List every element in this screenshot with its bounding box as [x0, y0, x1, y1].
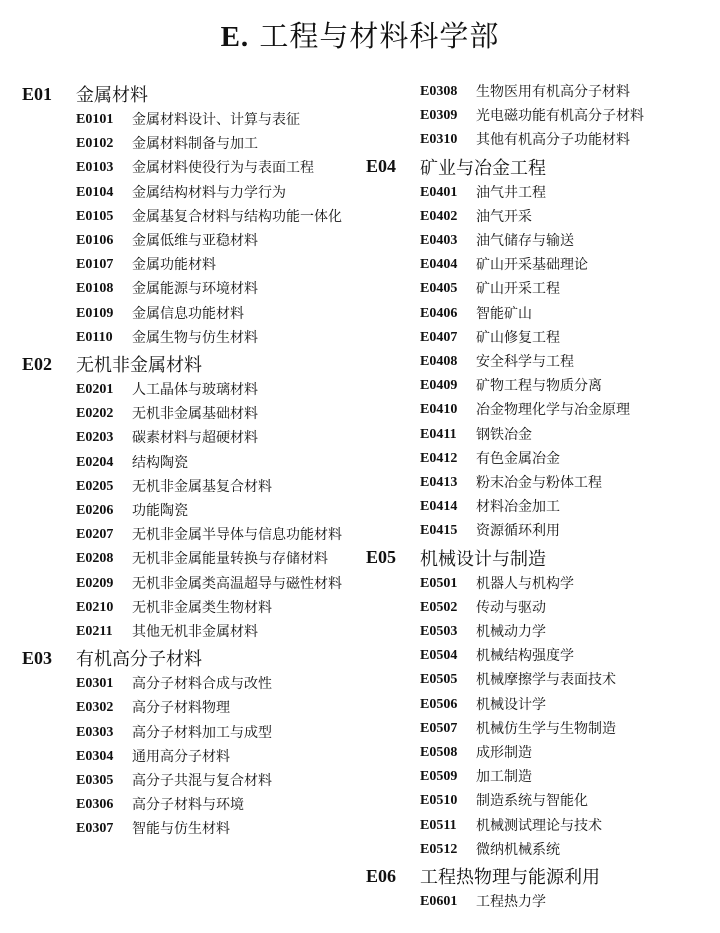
list-item	[22, 547, 352, 571]
entry-name: 无机非金属能量转换与存储材料	[132, 551, 328, 568]
entry-name: 金属生物与仿生材料	[132, 329, 258, 346]
entry-code: E0307	[76, 821, 114, 837]
section-heading	[366, 862, 706, 890]
list-item	[366, 890, 706, 914]
entry-name: 传动与驱动	[476, 599, 546, 616]
list-item	[22, 769, 352, 793]
entry-name: 其他无机非金属材料	[132, 624, 258, 641]
entry-name: 机器人与机构学	[476, 575, 574, 592]
right-column	[366, 80, 706, 914]
entry-code: E0512	[420, 841, 458, 857]
entry-code: E0501	[420, 575, 458, 591]
entry-code: E0211	[76, 624, 113, 640]
list-item	[366, 326, 706, 350]
entry-code: E0505	[420, 672, 458, 688]
entry-name: 钢铁冶金	[476, 426, 532, 443]
section-name: 矿业与冶金工程	[420, 157, 546, 179]
list-item	[22, 402, 352, 426]
entry-code: E0511	[420, 817, 457, 833]
list-item	[366, 471, 706, 495]
list-item	[366, 495, 706, 519]
entry-code: E0404	[420, 257, 458, 273]
list-item	[366, 572, 706, 596]
entry-name: 油气储存与输送	[476, 233, 574, 250]
entry-code: E0401	[420, 184, 458, 200]
entry-code: E0415	[420, 523, 458, 539]
section-code: E04	[366, 156, 397, 177]
entry-name: 机械动力学	[476, 624, 546, 641]
entry-code: E0306	[76, 797, 114, 813]
entry-code: E0503	[420, 624, 458, 640]
list-item	[22, 205, 352, 229]
list-item	[366, 741, 706, 765]
entry-name: 成形制造	[476, 745, 532, 762]
list-item	[366, 668, 706, 692]
list-item	[366, 104, 706, 128]
section-heading	[22, 644, 352, 672]
entry-name: 智能矿山	[476, 305, 532, 322]
list-item	[22, 426, 352, 450]
list-item	[366, 181, 706, 205]
entry-code: E0104	[76, 184, 114, 200]
list-item	[366, 229, 706, 253]
list-item	[366, 814, 706, 838]
entry-code: E0402	[420, 208, 458, 224]
entry-code: E0101	[76, 112, 114, 127]
entry-name: 工程热力学	[476, 894, 546, 911]
list-item	[366, 644, 706, 668]
entry-code: E0105	[76, 208, 114, 224]
entry-code: E0405	[420, 281, 458, 297]
entry-code: E0504	[420, 648, 458, 664]
list-item	[22, 817, 352, 841]
list-item	[22, 745, 352, 769]
entry-name: 金属信息功能材料	[132, 305, 244, 322]
entry-name: 矿物工程与物质分离	[476, 378, 602, 395]
entry-name: 智能与仿生材料	[132, 821, 230, 838]
list-item	[22, 451, 352, 475]
section-code: E02	[22, 353, 53, 374]
list-item	[22, 523, 352, 547]
entry-code: E0407	[420, 329, 458, 345]
list-item	[366, 277, 706, 301]
title-text: 工程与材料科学部	[259, 19, 500, 53]
entry-code: E0107	[76, 257, 114, 273]
entry-name: 金属功能材料	[132, 257, 216, 274]
entry-name: 结构陶瓷	[132, 454, 188, 471]
entry-name: 碳素材料与超硬材料	[132, 430, 258, 447]
entry-code: E0601	[420, 894, 458, 910]
entry-name: 金属材料设计、计算与表征	[132, 112, 300, 128]
entry-code: E0209	[76, 575, 114, 591]
list-item	[366, 302, 706, 326]
list-item	[366, 350, 706, 374]
entry-name: 高分子材料物理	[132, 700, 230, 717]
list-item	[22, 672, 352, 696]
entry-name: 生物医用有机高分子材料	[476, 84, 630, 100]
entry-name: 粉末冶金与粉体工程	[476, 475, 602, 492]
entry-name: 高分子材料与环境	[132, 797, 244, 814]
section-name: 无机非金属材料	[76, 355, 202, 377]
entry-name: 机械结构强度学	[476, 648, 574, 665]
list-item	[22, 378, 352, 402]
entry-name: 无机非金属半导体与信息功能材料	[132, 527, 342, 544]
entry-name: 金属低维与亚稳材料	[132, 233, 258, 250]
entry-name: 其他有机高分子功能材料	[476, 132, 630, 149]
entry-code: E0403	[420, 233, 458, 249]
entry-code: E0409	[420, 378, 458, 394]
entry-code: E0508	[420, 745, 458, 761]
entry-code: E0507	[420, 720, 458, 736]
entry-name: 冶金物理化学与冶金原理	[476, 402, 630, 419]
list-item	[22, 499, 352, 523]
list-item	[366, 128, 706, 152]
entry-code: E0406	[420, 305, 458, 321]
list-item	[22, 156, 352, 180]
entry-code: E0205	[76, 478, 114, 494]
entry-code: E0206	[76, 503, 114, 519]
entry-code: E0506	[420, 696, 458, 712]
entry-code: E0109	[76, 305, 114, 321]
entry-code: E0204	[76, 454, 114, 470]
list-item	[366, 765, 706, 789]
entry-name: 金属能源与环境材料	[132, 281, 258, 298]
list-item	[366, 620, 706, 644]
list-item	[366, 374, 706, 398]
page-title	[0, 14, 720, 55]
list-item	[22, 620, 352, 644]
list-item	[366, 80, 706, 104]
entry-code: E0510	[420, 793, 458, 809]
list-item	[366, 838, 706, 862]
entry-code: E0207	[76, 527, 114, 543]
entry-code: E0301	[76, 676, 114, 692]
entry-code: E0203	[76, 430, 114, 446]
entry-name: 加工制造	[476, 769, 532, 786]
entry-code: E0412	[420, 450, 458, 466]
list-item	[366, 596, 706, 620]
entry-name: 无机非金属类生物材料	[132, 599, 272, 616]
entry-name: 金属材料使役行为与表面工程	[132, 160, 314, 177]
entry-code: E0106	[76, 233, 114, 249]
entry-name: 无机非金属基复合材料	[132, 478, 272, 495]
list-item	[22, 229, 352, 253]
entry-name: 高分子材料合成与改性	[132, 676, 272, 693]
entry-name: 无机非金属基础材料	[132, 406, 258, 423]
entry-name: 机械设计学	[476, 696, 546, 713]
entry-code: E0509	[420, 769, 458, 785]
entry-name: 金属材料制备与加工	[132, 136, 258, 153]
entry-code: E0308	[420, 84, 458, 99]
entry-code: E0102	[76, 136, 114, 152]
entry-name: 机械测试理论与技术	[476, 817, 602, 834]
entry-name: 光电磁功能有机高分子材料	[476, 108, 644, 125]
list-item	[22, 277, 352, 301]
entry-code: E0208	[76, 551, 114, 567]
list-item	[366, 423, 706, 447]
section-code: E01	[22, 83, 53, 104]
entry-code: E0310	[420, 132, 458, 148]
entry-code: E0411	[420, 426, 457, 442]
list-item	[366, 717, 706, 741]
section-name: 工程热物理与能源利用	[420, 867, 600, 889]
entry-code: E0303	[76, 724, 114, 740]
entry-name: 制造系统与智能化	[476, 793, 588, 810]
list-item	[22, 253, 352, 277]
entry-name: 矿山开采基础理论	[476, 257, 588, 274]
entry-code: E0410	[420, 402, 458, 418]
section-name: 机械设计与制造	[420, 548, 546, 570]
list-item	[22, 696, 352, 720]
list-item	[22, 181, 352, 205]
list-item	[22, 302, 352, 326]
entry-name: 矿山开采工程	[476, 281, 560, 298]
entry-code: E0201	[76, 382, 114, 398]
entry-name: 油气井工程	[476, 184, 546, 201]
entry-code: E0413	[420, 475, 458, 491]
list-item	[22, 132, 352, 156]
entry-name: 机械仿生学与生物制造	[476, 720, 616, 737]
list-item	[366, 447, 706, 471]
entry-name: 矿山修复工程	[476, 329, 560, 346]
entry-name: 功能陶瓷	[132, 503, 188, 520]
entry-name: 高分子共混与复合材料	[132, 773, 272, 790]
entry-code: E0202	[76, 406, 114, 422]
section-heading	[366, 544, 706, 572]
left-column	[22, 80, 352, 842]
entry-code: E0305	[76, 773, 114, 789]
section-heading	[366, 153, 706, 181]
list-item	[366, 205, 706, 229]
entry-name: 机械摩擦学与表面技术	[476, 672, 616, 689]
entry-name: 油气开采	[476, 208, 532, 225]
section-name: 金属材料	[76, 85, 148, 106]
list-item	[366, 789, 706, 813]
section-heading	[22, 350, 352, 378]
entry-code: E0502	[420, 599, 458, 615]
entry-name: 通用高分子材料	[132, 748, 230, 765]
entry-name: 金属结构材料与力学行为	[132, 184, 286, 201]
entry-code: E0408	[420, 354, 458, 370]
entry-code: E0103	[76, 160, 114, 176]
list-item	[366, 693, 706, 717]
list-item	[22, 326, 352, 350]
title-code: E.	[220, 21, 250, 53]
entry-code: E0302	[76, 700, 114, 716]
list-item	[22, 793, 352, 817]
entry-name: 高分子材料加工与成型	[132, 724, 272, 741]
entry-name: 无机非金属类高温超导与磁性材料	[132, 575, 342, 592]
section-code: E05	[366, 547, 397, 568]
entry-code: E0108	[76, 281, 114, 297]
list-item	[22, 475, 352, 499]
entry-code: E0210	[76, 599, 114, 615]
entry-name: 安全科学与工程	[476, 354, 574, 371]
entry-name: 人工晶体与玻璃材料	[132, 382, 258, 399]
entry-name: 材料冶金加工	[476, 499, 560, 516]
section-heading	[22, 80, 352, 108]
entry-name: 有色金属冶金	[476, 450, 560, 467]
section-code: E03	[22, 647, 53, 668]
list-item	[366, 253, 706, 277]
entry-code: E0110	[76, 329, 113, 345]
section-name: 有机高分子材料	[76, 649, 202, 671]
entry-name: 金属基复合材料与结构功能一体化	[132, 208, 342, 225]
list-item	[366, 519, 706, 543]
entry-name: 资源循环利用	[476, 523, 560, 540]
entry-name: 微纳机械系统	[476, 841, 560, 858]
list-item	[22, 572, 352, 596]
list-item	[22, 108, 352, 132]
entry-code: E0304	[76, 748, 114, 764]
list-item	[22, 596, 352, 620]
section-code: E06	[366, 865, 397, 886]
list-item	[366, 398, 706, 422]
list-item	[22, 721, 352, 745]
entry-code: E0414	[420, 499, 458, 515]
entry-code: E0309	[420, 108, 458, 124]
